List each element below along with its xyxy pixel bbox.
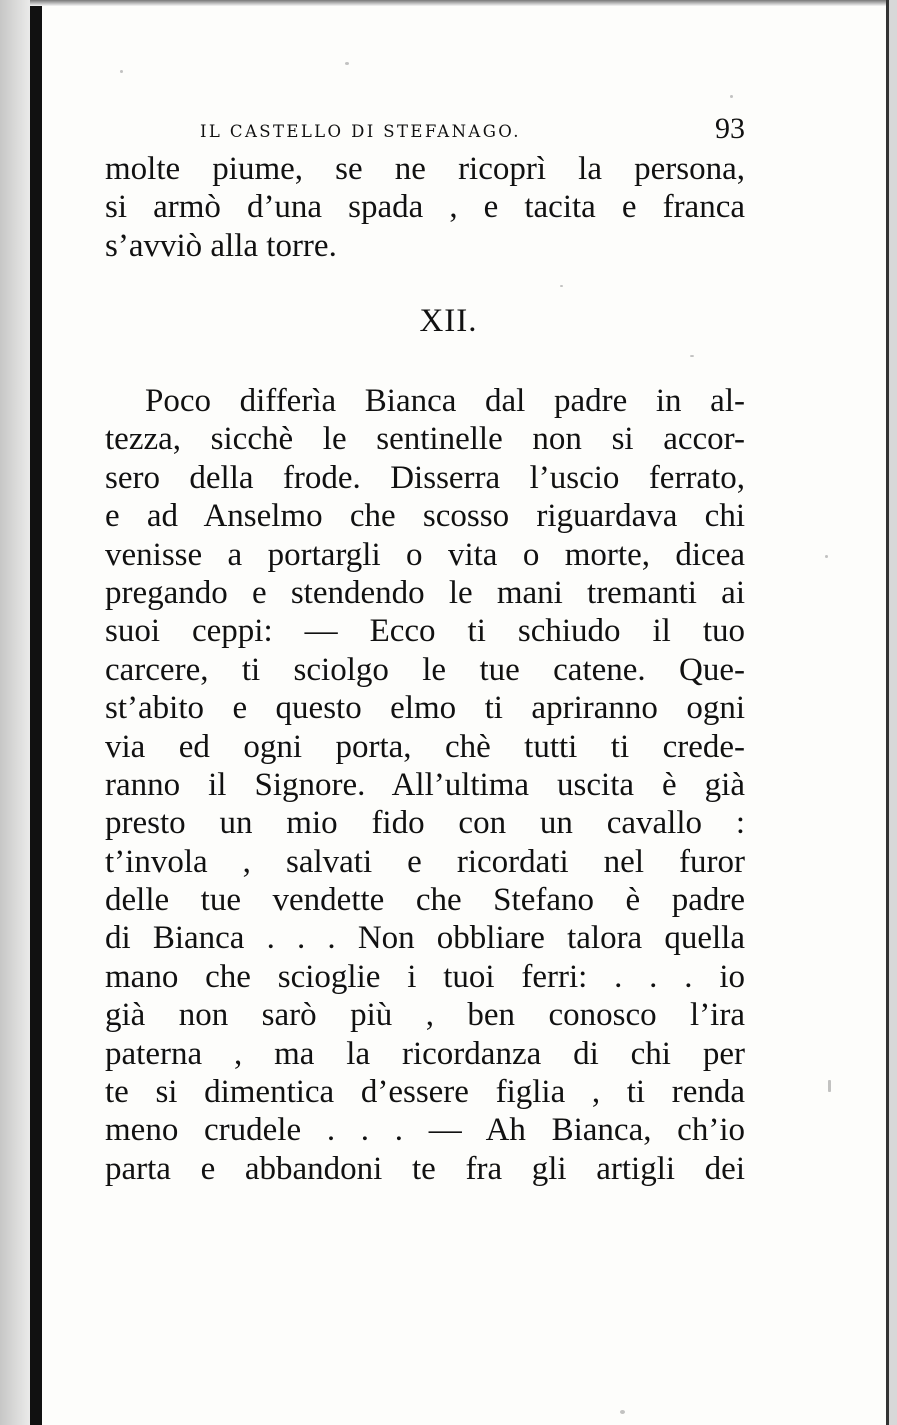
text-line: s’avviò alla torre. (105, 227, 337, 264)
paper-speck (828, 1080, 831, 1092)
text-line: meno crudele . . . — Ah Bianca, ch’io (105, 1112, 745, 1149)
text-line: paterna , ma la ricordanza di chi per (105, 1035, 745, 1072)
paper-speck (120, 70, 123, 73)
text-line: tezza, sicchè le sentinelle non si accor- (105, 421, 745, 458)
page-number: 93 (715, 112, 745, 145)
text-line: e ad Anselmo che scosso riguardava chi (105, 498, 745, 535)
paper-speck (560, 285, 563, 287)
paper-speck (690, 355, 694, 357)
text-line: suoi ceppi: — Ecco ti schiudo il tuo (105, 613, 745, 650)
text-line: te si dimentica d’essere figlia , ti renda (105, 1074, 745, 1111)
paper-speck (730, 95, 733, 98)
chapter-heading: XII. (419, 303, 478, 339)
text-line: molte piume, se ne ricoprì la persona, (105, 151, 745, 187)
text-line: ranno il Signore. All’ultima uscita è già (105, 766, 745, 803)
text-line: delle tue vendette che Stefano è padre (105, 882, 745, 919)
running-title: IL CASTELLO DI STEFANAGO. (200, 122, 521, 141)
page-top-edge (30, 0, 897, 6)
text-line: Poco differìa Bianca dal padre in al- (145, 383, 745, 419)
page-right-edge (889, 0, 897, 1425)
paper-speck (825, 555, 828, 558)
running-header (200, 112, 745, 148)
page-binding-edge (30, 0, 42, 1425)
text-line: pregando e stendendo le mani tremanti ai (105, 574, 745, 611)
page-gutter-shadow (0, 0, 30, 1425)
paper-speck (620, 1410, 625, 1414)
text-line: st’abito e questo elmo ti apriranno ogni (105, 690, 745, 727)
text-line: venisse a portargli o vita o morte, dicea (105, 536, 745, 573)
text-line: già non sarò più , ben conosco l’ira (105, 997, 745, 1034)
text-line: carcere, ti sciolgo le tue catene. Que- (105, 651, 745, 688)
main-paragraph (105, 382, 745, 1188)
text-line: via ed ogni porta, chè tutti ti crede- (105, 728, 745, 765)
top-paragraph (105, 150, 745, 265)
text-line: t’invola , salvati e ricordati nel furor (105, 843, 745, 880)
text-line: presto un mio fido con un cavallo : (105, 805, 745, 842)
text-line: sero della frode. Disserra l’uscio ferrato, (105, 459, 745, 496)
paper-speck (345, 62, 349, 65)
text-line: di Bianca . . . Non obbliare talora quella (105, 920, 745, 957)
text-line: si armò d’una spada , e tacita e franca (105, 189, 745, 226)
text-line: parta e abbandoni te fra gli artigli dei (105, 1150, 745, 1187)
text-line: mano che scioglie i tuoi ferri: . . . io (105, 958, 745, 995)
